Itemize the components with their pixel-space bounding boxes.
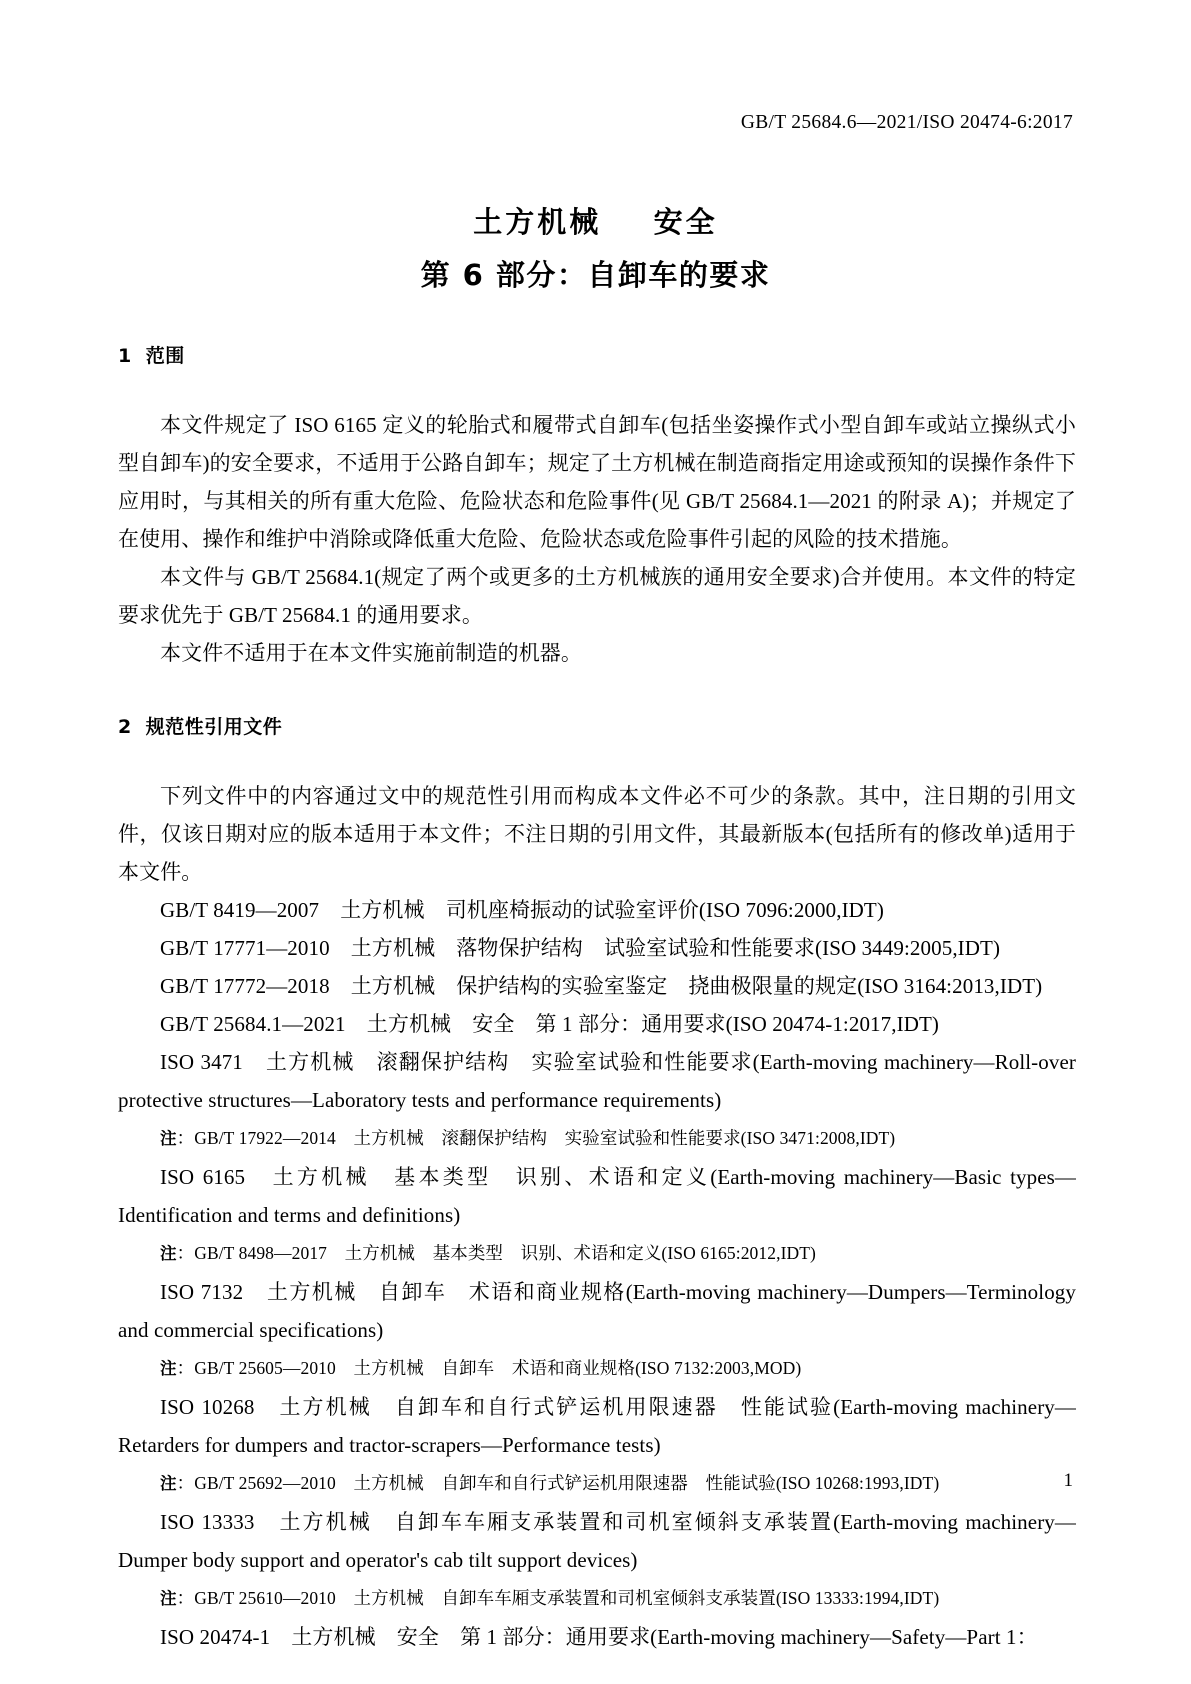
- title-line-1: 土方机械 安全: [473, 205, 718, 239]
- reference-entry: ISO 7132 土方机械 自卸车 术语和商业规格(Earth-moving machinery—Dumpers—Terminology and commercial specifications): [118, 1279, 1076, 1342]
- running-header: [118, 112, 1073, 134]
- reference-note: [118, 1349, 1076, 1388]
- note-label: 注: [160, 1128, 177, 1148]
- reference-entry: GB/T 25684.1—2021 土方机械 安全 第 1 部分：通用要求(ISO 20474-1:2017,IDT): [160, 1011, 939, 1036]
- section-number-2: 2: [118, 715, 132, 738]
- reference-note: [118, 1119, 1076, 1158]
- reference-entry: ISO 3471 土方机械 滚翻保护结构 实验室试验和性能要求(Earth-moving machinery—Roll-over protective structures—Laboratory tests and performance requirements): [118, 1049, 1076, 1112]
- paragraph: 本文件规定了 ISO 6165 定义的轮胎式和履带式自卸车(包括坐姿操作式小型自卸车或站立操纵式小型自卸车)的安全要求，不适用于公路自卸车；规定了土方机械在制造商指定用途或预知的误操作条件下应用时，与其相关的所有重大危险、危险状态和危险事件(见 GB/T 25684.1—2021 的附录 A)；并规定了在使用、操作和维护中消除或降低重大危险、危险状态或危险事件引起的风险的技术措施。: [118, 412, 1076, 551]
- document-title-block: [0, 200, 1191, 298]
- reference-entry: GB/T 17771—2010 土方机械 落物保护结构 试验室试验和性能要求(ISO 3449:2005,IDT): [160, 935, 1001, 960]
- section-title-1: 范围: [145, 345, 185, 367]
- reference-note: [118, 1579, 1076, 1618]
- section-heading-1: [118, 345, 1076, 368]
- note-text: ：GB/T 8498—2017 土方机械 基本类型 识别、术语和定义(ISO 6165:2012,IDT): [176, 1242, 816, 1263]
- note-text: ：GB/T 25605—2010 土方机械 自卸车 术语和商业规格(ISO 7132:2003,MOD): [176, 1357, 802, 1378]
- body-column: [118, 345, 1076, 1656]
- reference-entry: GB/T 8419—2007 土方机械 司机座椅振动的试验室评价(ISO 7096:2000,IDT): [160, 897, 884, 922]
- note-label: 注: [160, 1243, 177, 1263]
- paragraph: 本文件与 GB/T 25684.1(规定了两个或更多的土方机械族的通用安全要求)合并使用。本文件的特定要求优先于 GB/T 25684.1 的通用要求。: [118, 564, 1076, 627]
- note-text: ：GB/T 17922—2014 土方机械 滚翻保护结构 实验室试验和性能要求(ISO 3471:2008,IDT): [176, 1127, 896, 1148]
- note-text: ：GB/T 25610—2010 土方机械 自卸车车厢支承装置和司机室倾斜支承装置(ISO 13333:1994,IDT): [176, 1587, 940, 1608]
- reference-note: [118, 1234, 1076, 1273]
- reference-entry: ISO 13333 土方机械 自卸车车厢支承装置和司机室倾斜支承装置(Earth-moving machinery—Dumper body support and operator's cab tilt support devices): [118, 1509, 1076, 1572]
- reference-entry: GB/T 17772—2018 土方机械 保护结构的实验室鉴定 挠曲极限量的规定(ISO 3164:2013,IDT): [160, 973, 1043, 998]
- paragraph: 下列文件中的内容通过文中的规范性引用而构成本文件必不可少的条款。其中，注日期的引用文件，仅该日期对应的版本适用于本文件；不注日期的引用文件，其最新版本(包括所有的修改单)适用于本文件。: [118, 783, 1076, 884]
- section-title-2: 规范性引用文件: [145, 715, 283, 738]
- reference-entry: ISO 6165 土方机械 基本类型 识别、术语和定义(Earth-moving machinery—Basic types—Identification and terms and definitions): [118, 1164, 1076, 1227]
- reference-note: [118, 1464, 1076, 1503]
- paragraph: 本文件不适用于在本文件实施前制造的机器。: [160, 640, 582, 665]
- note-label: 注: [160, 1588, 177, 1608]
- note-label: 注: [160, 1358, 177, 1378]
- title-line-2: 第 6 部分：自卸车的要求: [420, 257, 771, 292]
- reference-entry: ISO 20474-1 土方机械 安全 第 1 部分：通用要求(Earth-moving machinery—Safety—Part 1：: [160, 1624, 1038, 1649]
- note-label: 注: [160, 1473, 177, 1493]
- standard-identifier: GB/T 25684.6—2021/ISO 20474-6:2017: [740, 112, 1073, 133]
- section-number-1: 1: [118, 345, 132, 367]
- section-heading-2: [118, 716, 1076, 739]
- reference-entry: ISO 10268 土方机械 自卸车和自行式铲运机用限速器 性能试验(Earth-moving machinery—Retarders for dumpers and tractor-scrapers—Performance tests): [118, 1394, 1076, 1457]
- page-number: 1: [1063, 1470, 1073, 1491]
- note-text: ：GB/T 25692—2010 土方机械 自卸车和自行式铲运机用限速器 性能试验(ISO 10268:1993,IDT): [176, 1472, 940, 1493]
